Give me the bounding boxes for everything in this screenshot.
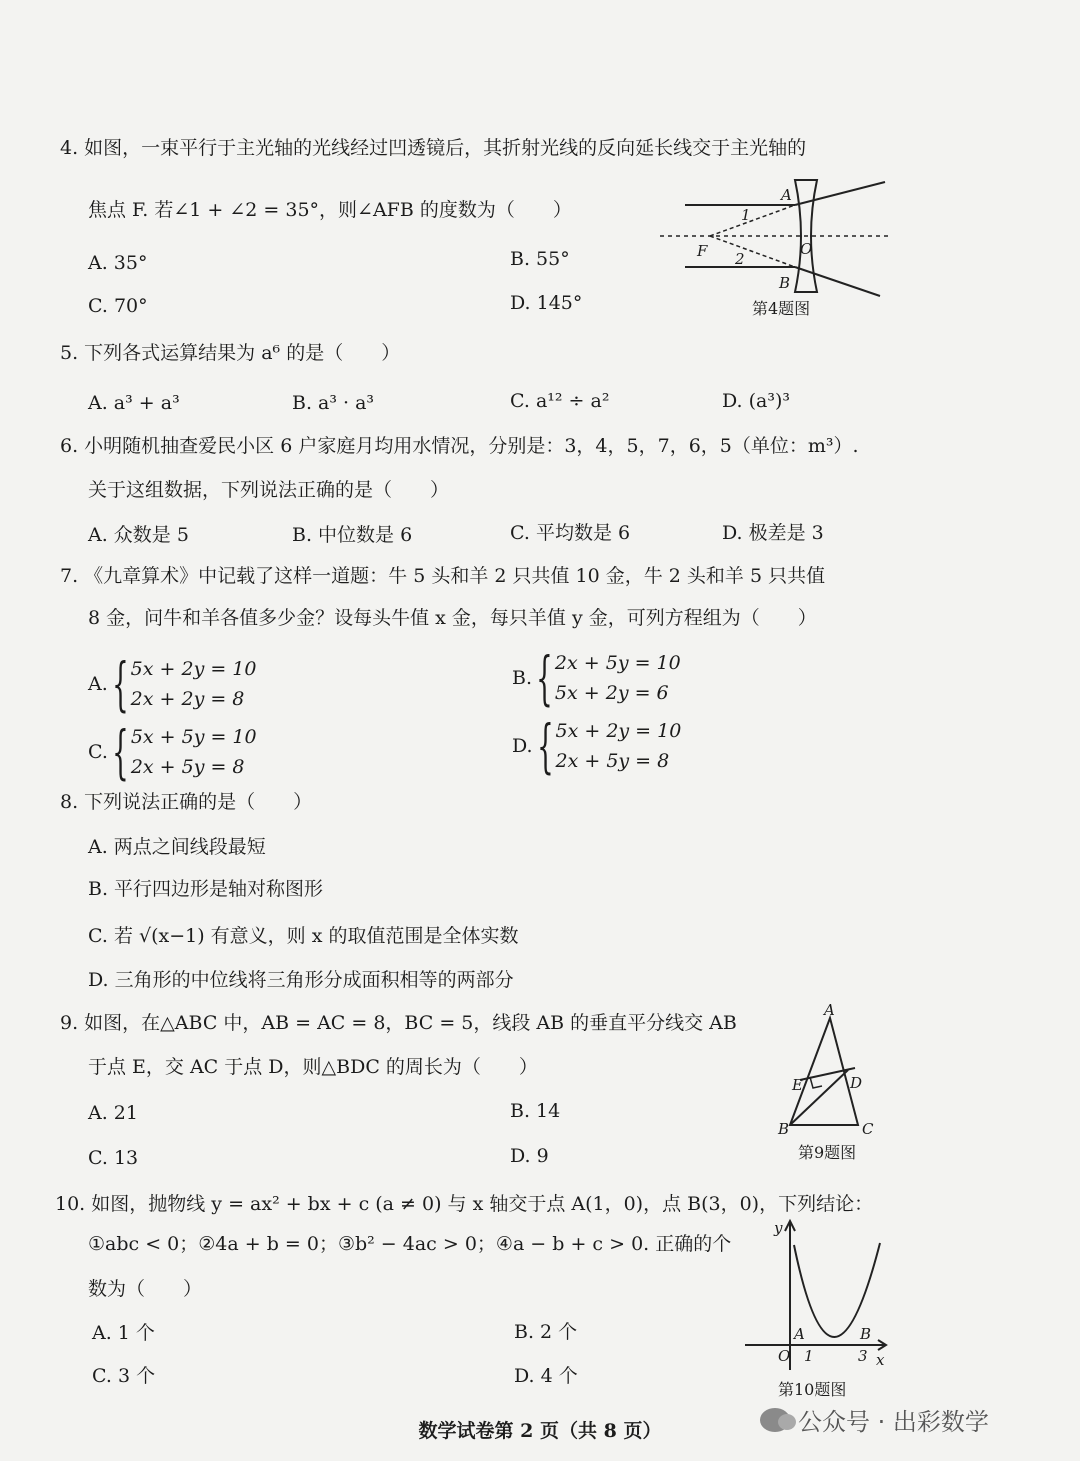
page-footer: 数学试卷第 2 页（共 8 页） [418,1420,662,1442]
label-3: 3 [858,1347,868,1365]
label-angle1: 1 [741,206,751,224]
q6-option-a: A. 众数是 5 [88,524,189,546]
q9-stem-line1: 9. 如图，在△ABC 中，AB = AC = 8，BC = 5，线段 AB 的垂直平分线交 AB [60,1012,737,1034]
watermark [760,1402,989,1437]
label-c: C [862,1120,874,1138]
q4-option-c: C. 70° [88,295,148,317]
q5-option-c: C. a¹² ÷ a² [510,390,610,412]
q6-option-d: D. 极差是 3 [722,522,824,544]
equation: 5x + 2y = 10 [130,658,257,680]
equation: 2x + 5y = 8 [555,750,670,772]
q10-figure-caption: 第10题图 [778,1380,847,1399]
q4-option-a: A. 35° [88,252,148,274]
equation: 2x + 2y = 8 [130,688,245,710]
label-e: E [792,1076,803,1094]
q8-option-a: A. 两点之间线段最短 [88,836,266,858]
label-y: y [774,1219,783,1237]
option-label: A. [88,673,108,695]
q6-option-c: C. 平均数是 6 [510,522,631,544]
label-d: D [850,1074,863,1092]
q10-option-d: D. 4 个 [514,1365,578,1387]
q10-stem-line1: 10. 如图，抛物线 y = ax² + bx + c (a ≠ 0) 与 x 轴交于点 A(1，0)，点 B(3，0)，下列结论： [55,1193,874,1215]
q9-option-c: C. 13 [88,1147,139,1169]
q8-option-b: B. 平行四边形是轴对称图形 [88,878,324,900]
label-b: B [778,1120,790,1138]
label-angle2: 2 [735,250,745,268]
q10-parabola-figure [740,1215,890,1375]
q5-option-d: D. (a³)³ [722,390,791,412]
q9-option-d: D. 9 [510,1145,549,1167]
label-b: B [779,274,791,292]
q7-stem-line1: 7. 《九章算术》中记载了这样一道题：牛 5 头和羊 2 只共值 10 金，牛 2 头和羊 5 只共值 [60,565,826,587]
q6-option-b: B. 中位数是 6 [292,524,413,546]
q7-option-a: A. { 5x + 2y = 10 2x + 2y = 8 [88,650,257,718]
q4-option-b: B. 55° [510,248,570,270]
option-label: D. [512,735,533,757]
q8-stem: 8. 下列说法正确的是（ ） [60,791,313,813]
label-a: A [794,1325,805,1343]
label-o: O [800,240,813,258]
q4-option-d: D. 145° [510,292,583,314]
q9-triangle-figure [770,1000,890,1145]
q4-figure-caption: 第4题图 [752,299,811,318]
q10-option-b: B. 2 个 [514,1321,578,1343]
label-1: 1 [804,1347,814,1365]
label-f: F [697,242,708,260]
equation: 5x + 2y = 6 [554,682,669,704]
label-a: A [781,186,792,204]
q4-stem-line1: 4. 如图，一束平行于主光轴的光线经过凹透镜后，其折射光线的反向延长线交于主光轴的 [60,137,807,159]
option-label: C. [88,741,108,763]
label-a: A [824,1001,835,1019]
q4-stem-line2: 焦点 F. 若∠1 + ∠2 = 35°，则∠AFB 的度数为（ ） [88,199,572,221]
q9-option-b: B. 14 [510,1100,561,1122]
q7-option-d: D. { 5x + 2y = 10 2x + 5y = 8 [512,712,682,780]
q10-stem-line2: ①abc < 0；②4a + b = 0；③b² − 4ac > 0；④a − b + c > 0. 正确的个 [88,1233,732,1255]
q9-figure-caption: 第9题图 [798,1143,857,1162]
q5-stem: 5. 下列各式运算结果为 a⁶ 的是（ ） [60,342,401,364]
q9-stem-line2: 于点 E，交 AC 于点 D，则△BDC 的周长为（ ） [88,1056,538,1078]
equation: 2x + 5y = 8 [130,756,245,778]
q7-option-c: C. { 5x + 5y = 10 2x + 5y = 8 [88,718,257,786]
label-o: O [778,1347,791,1365]
q8-option-d: D. 三角形的中位线将三角形分成面积相等的两部分 [88,969,514,991]
q5-option-b: B. a³ · a³ [292,392,375,414]
q7-stem-line2: 8 金，问牛和羊各值多少金？设每头牛值 x 金，每只羊值 y 金，可列方程组为（ ） [88,607,817,629]
q5-option-a: A. a³ + a³ [88,392,180,414]
q7-option-b: B. { 2x + 5y = 10 5x + 2y = 6 [512,644,681,712]
q8-option-c: C. 若 √(x−1) 有意义，则 x 的取值范围是全体实数 [88,925,519,947]
label-b: B [860,1325,872,1343]
q9-option-a: A. 21 [88,1102,138,1124]
q10-stem-line3: 数为（ ） [88,1278,203,1300]
wechat-icon [760,1408,790,1432]
equation: 5x + 5y = 10 [130,726,257,748]
watermark-text: 公众号 · 出彩数学 [798,1408,989,1436]
q6-stem-line2: 关于这组数据，下列说法正确的是（ ） [88,479,450,501]
option-label: B. [512,667,533,689]
label-x: x [876,1351,885,1369]
q6-stem-line1: 6. 小明随机抽查爱民小区 6 户家庭月均用水情况，分别是：3，4，5，7，6，5（单位：m³）. [60,435,859,457]
equation: 2x + 5y = 10 [554,652,681,674]
q10-option-a: A. 1 个 [92,1322,155,1344]
equation: 5x + 2y = 10 [555,720,682,742]
q10-option-c: C. 3 个 [92,1365,156,1387]
